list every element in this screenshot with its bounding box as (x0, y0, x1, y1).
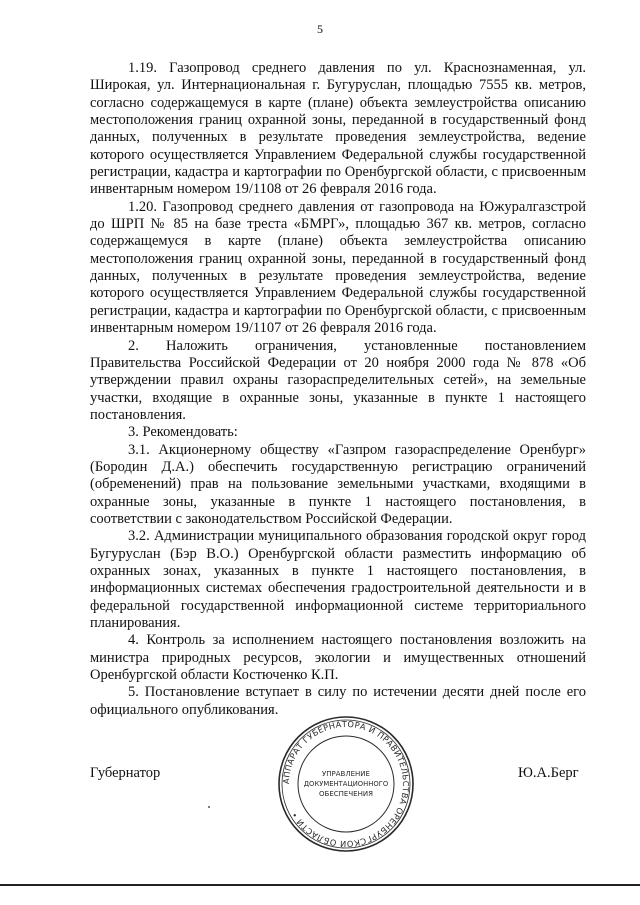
paragraph-3-2: 3.2. Администрации муниципального образования городской округ город Бугуруслан (Бэр В.О.) Оренбургской области разместить информацию об охранных зонах, указанных в пункте 1 настоящего постановления, в информационных системах обеспечения градостроительной деятельности и в федеральной государственной информационной системе территориального планирования. (90, 528, 586, 631)
paragraph-3-1: 3.1. Акционерному обществу «Газпром газораспределение Оренбург» (Бородин Д.А.) обеспечить государственную регистрацию ограничений (обременений) прав на пользование земельными участками, входящими в охранные зоны, указанные в пункте 1 настоящего постановления, в соответствии с законодательством Российской Федерации. (90, 441, 586, 527)
paragraph-2: 2. Наложить ограничения, установленные постановлением Правительства Российской Федерации от 20 ноября 2000 года № 878 «Об утверждении правил охраны газораспределительных сетей», на земельные участки, входящие в охранные зоны, указанные в пункте 1 настоящего постановления. (90, 337, 586, 423)
signature-name: Ю.А.Берг (518, 765, 579, 781)
paragraph-1-19: 1.19. Газопровод среднего давления по ул. Краснознаменная, ул. Широкая, ул. Интернациональная г. Бугуруслан, площадью 7555 кв. метров, согласно содержащемуся в карте (плане) объекта землеустройства описанию местоположения границ охранной зоны, переданной в государственный фонд данных, полученных в результате проведения землеустройства, ведение которого осуществляется Управлением Федеральной службы государственной регистрации, кадастра и картографии по Оренбургской области, с присвоенным инвентарным номером 19/1108 от 26 февраля 2016 года. (90, 60, 586, 198)
page-number: 5 (317, 22, 323, 36)
seal-center-line-1: УПРАВЛЕНИЕ (322, 770, 370, 778)
seal-center-line-3: ОБЕСПЕЧЕНИЯ (319, 790, 373, 798)
bottom-rule (0, 884, 640, 886)
paragraph-5: 5. Постановление вступает в силу по истечении десяти дней после его официального опубликования. (90, 684, 586, 718)
document-body (90, 60, 586, 719)
stray-mark (208, 806, 210, 808)
paragraph-4: 4. Контроль за исполнением настоящего постановления возложить на министра природных ресурсов, экологии и имущественных отношений Оренбургской области Костюченко К.П. (90, 632, 586, 684)
official-seal-stamp (276, 714, 416, 854)
seal-ring-text: АППАРАТ ГУБЕРНАТОРА И ПРАВИТЕЛЬСТВА ОРЕНБУРГСКОЙ ОБЛАСТИ • (280, 718, 412, 850)
signature-title: Губернатор (90, 765, 161, 781)
paragraph-1-20: 1.20. Газопровод среднего давления от газопровода на Южуралгазстрой до ШРП № 85 на базе треста «БМРГ», площадью 367 кв. метров, согласно содержащемуся в карте (плане) объекта землеустройства описанию местоположения границ охранной зоны, переданной в государственный фонд данных, полученных в результате проведения землеустройства, ведение которого осуществляется Управлением Федеральной службы государственной регистрации, кадастра и картографии по Оренбургской области, с присвоенным инвентарным номером 19/1107 от 26 февраля 2016 года. (90, 198, 586, 337)
seal-center-line-2: ДОКУМЕНТАЦИОННОГО (303, 780, 389, 788)
paragraph-3: 3. Рекомендовать: (128, 424, 238, 441)
